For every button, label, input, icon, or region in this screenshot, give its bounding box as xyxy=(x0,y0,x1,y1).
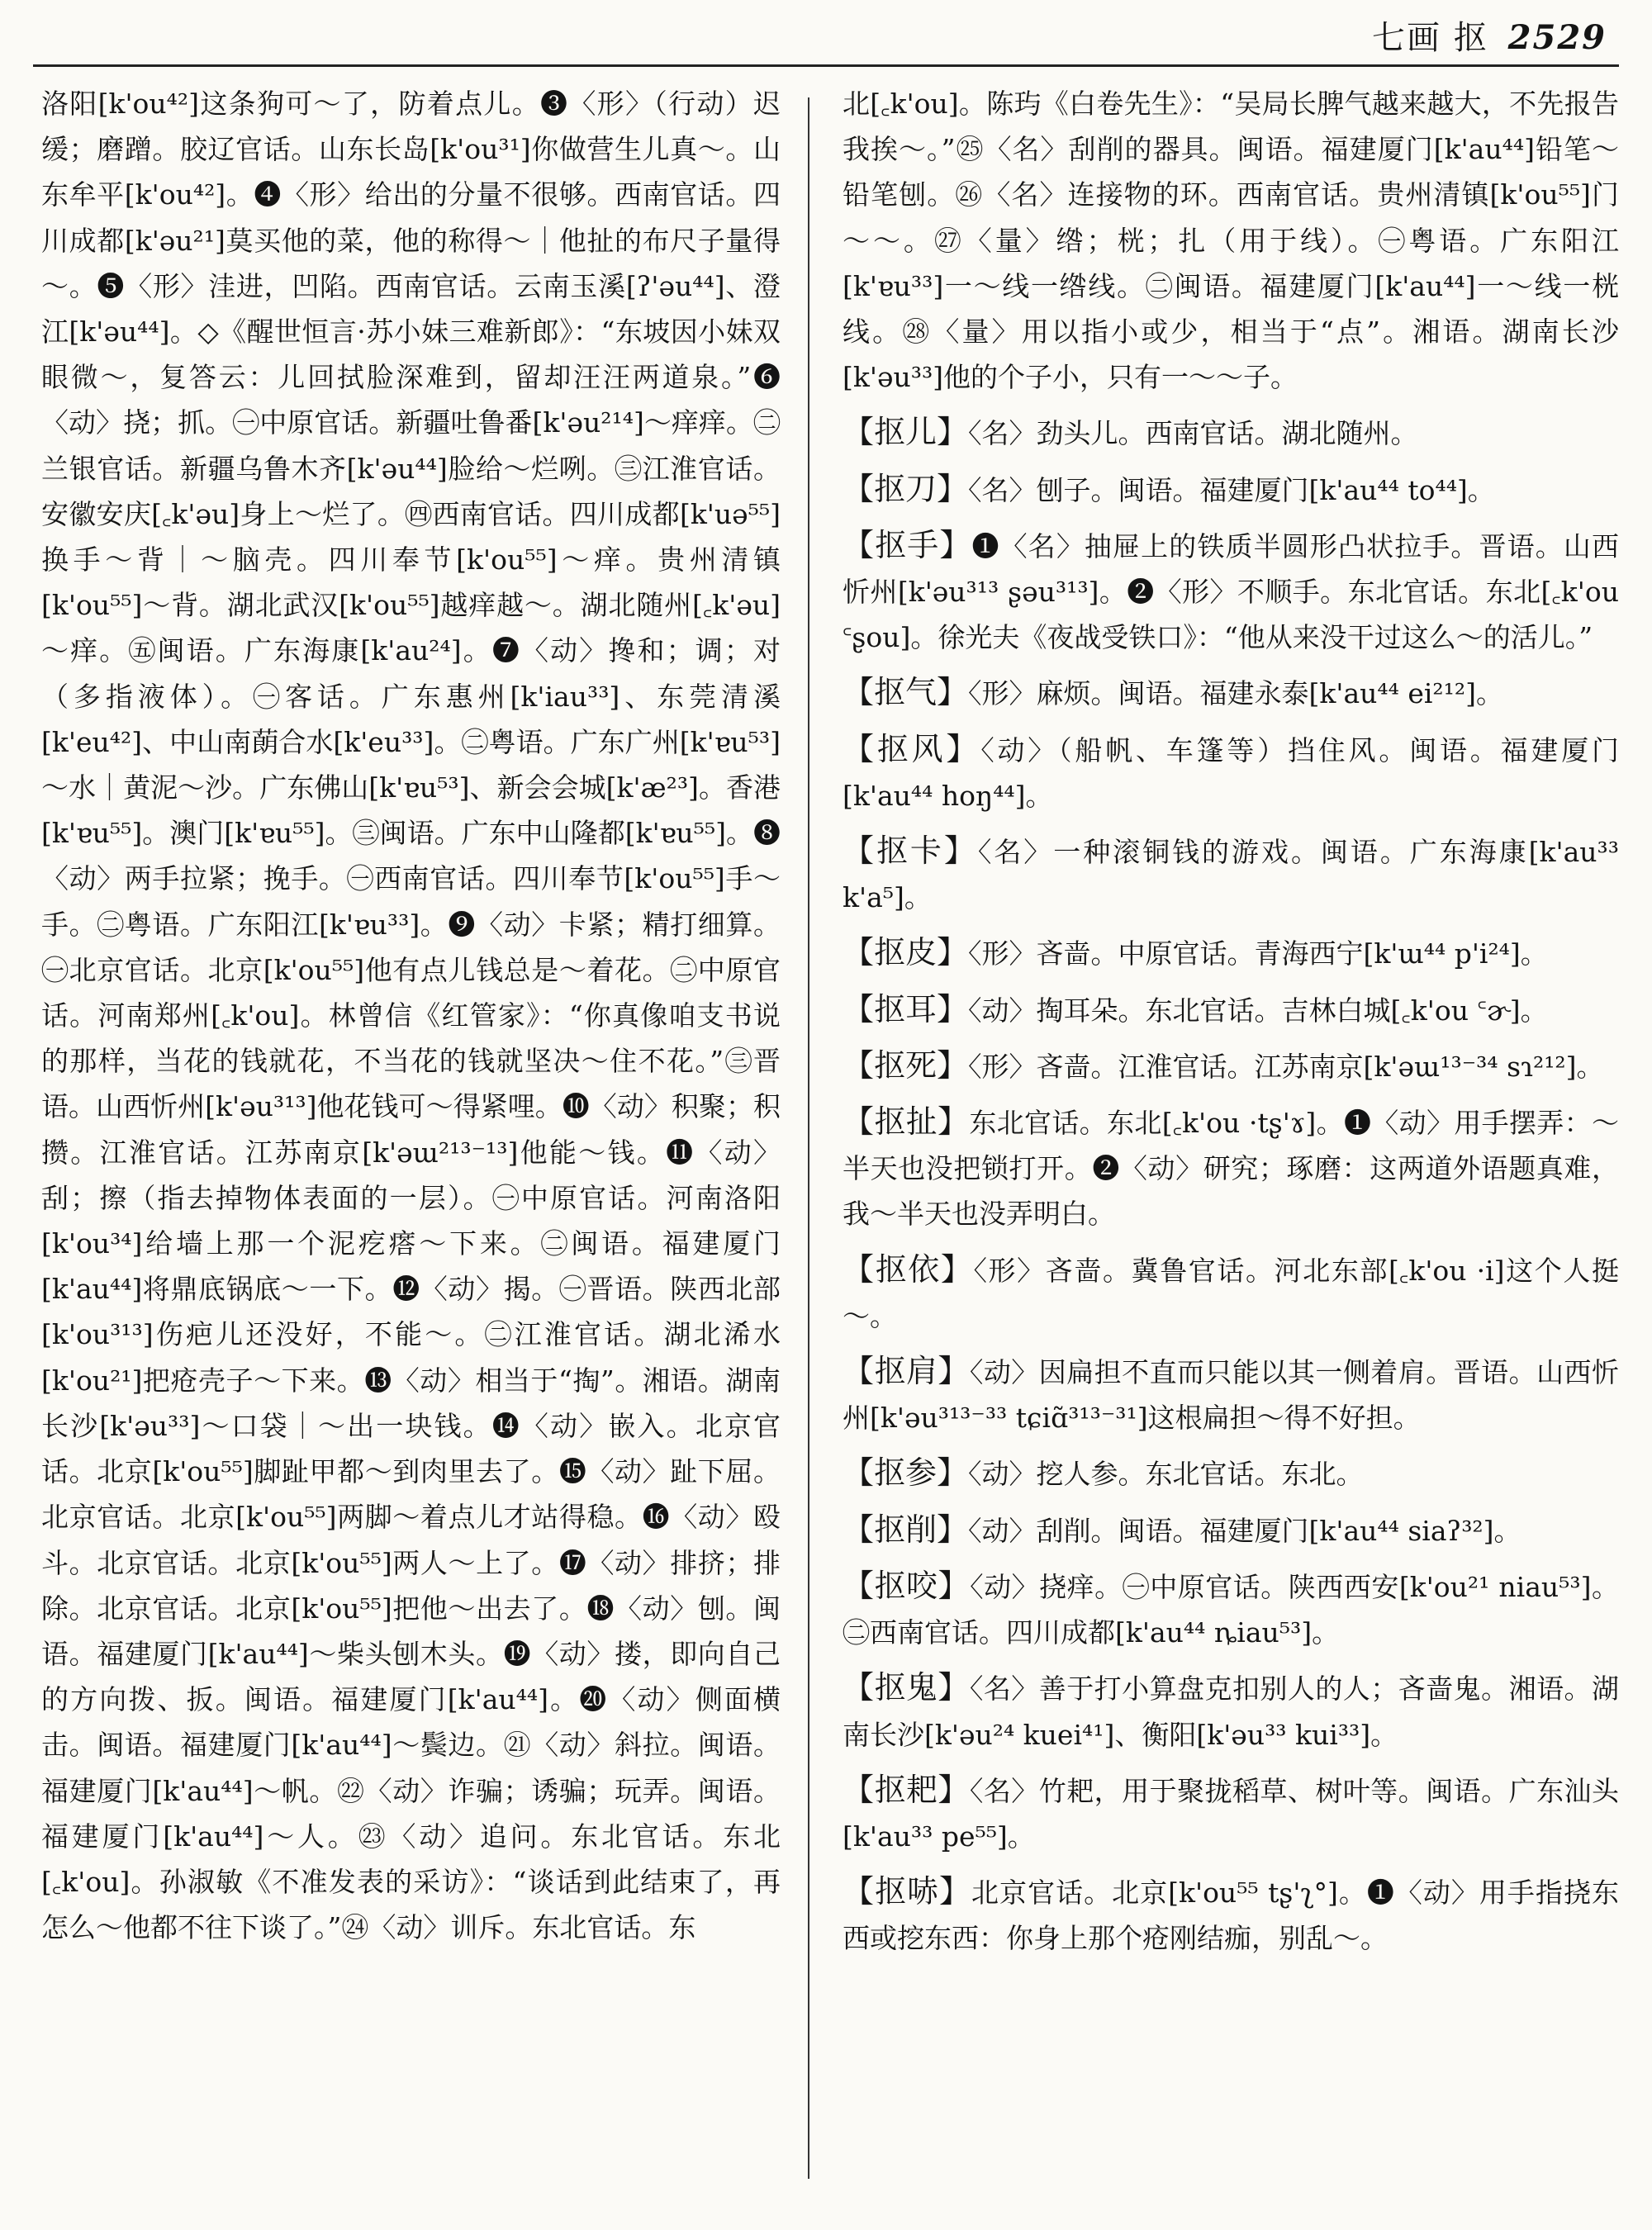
entry-headword: 【抠皮】 xyxy=(843,934,969,971)
entry-headword: 【抠参】 xyxy=(843,1454,969,1492)
dictionary-entry xyxy=(843,1869,1619,1961)
entry-body: 北京官话。北京[k'ou⁵⁵ tʂ'ʅ°]。❶〈动〉用手指挠东西或挖东西：你身上那个疮刚结痂，别乱～。 xyxy=(843,1877,1619,1955)
entry-headword: 【抠鬼】 xyxy=(843,1669,970,1706)
dictionary-entry xyxy=(843,670,1619,716)
section-title: 七画 抠 xyxy=(1371,19,1488,57)
entry-body: 〈形〉吝啬。中原官话。青海西宁[k'ɯ⁴⁴ p'i²⁴]。 xyxy=(968,937,1548,970)
dictionary-entry xyxy=(843,1767,1619,1859)
entry-headword: 【抠手】 xyxy=(843,526,972,563)
entry-headword: 【抠扯】 xyxy=(843,1103,970,1141)
entry-headword: 【抠死】 xyxy=(843,1046,969,1084)
right-column xyxy=(843,81,1619,1971)
running-head xyxy=(1372,12,1607,59)
page-number: 2529 xyxy=(1507,18,1607,57)
page-header xyxy=(0,0,1652,66)
entry-body: ❶〈名〉抽屉上的铁质半圆形凸状拉手。晋语。山西忻州[k'əu³¹³ ʂəu³¹³]。❷〈形〉不顺手。东北官话。东北[꜀k'ou ꜂ʂou]。徐光夫《夜战受铁口》：“他从来没干过这么～的活儿。” xyxy=(843,529,1619,654)
dictionary-entry xyxy=(843,1099,1619,1237)
entry-body: 〈名〉一种滚铜钱的游戏。闽语。广东海康[k'au³³ k'a⁵]。 xyxy=(843,836,1619,914)
header-rule xyxy=(33,64,1619,67)
dictionary-entry xyxy=(843,1665,1619,1757)
entry-body: 〈动〉（船帆、车篷等）挡住风。闽语。福建厦门[k'au⁴⁴ hoŋ⁴⁴]。 xyxy=(843,733,1619,812)
entry-body: 东北官话。东北[꜀k'ou ·tʂ'ɤ]。❶〈动〉用手摆弄：～半天也没把锁打开。❷〈动〉研究；琢磨：这两道外语题真难，我～半天也没弄明白。 xyxy=(843,1107,1619,1231)
dictionary-entry xyxy=(843,828,1619,920)
entry-headword: 【抠风】 xyxy=(843,730,981,767)
entry-body: 〈动〉挖人参。东北官话。东北。 xyxy=(968,1458,1364,1491)
entry-body: 〈形〉吝啬。冀鲁官话。河北东部[꜀k'ou ·i]这个人挺～。 xyxy=(843,1254,1619,1332)
entry-headword: 【抠刀】 xyxy=(843,470,969,507)
entry-headword: 【抠哧】 xyxy=(843,1873,972,1910)
dictionary-entry xyxy=(843,1450,1619,1497)
entry-headword: 【抠气】 xyxy=(843,674,969,711)
dictionary-entry xyxy=(843,727,1619,818)
left-column xyxy=(41,81,781,1950)
entry-headword: 【抠卡】 xyxy=(843,833,978,870)
dictionary-entry xyxy=(843,1563,1619,1655)
dictionary-entry xyxy=(843,930,1619,976)
entry-body: 〈动〉掏耳朵。东北官话。吉林白城[꜀k'ou ꜂ɚ]。 xyxy=(968,994,1548,1027)
entry-body: 〈名〉善于打小算盘克扣别人的人；吝啬鬼。湘语。湖南长沙[k'əu²⁴ kuei⁴¹]、衡阳[k'əu³³ kui³³]。 xyxy=(843,1672,1619,1751)
entry-headword: 【抠肩】 xyxy=(843,1353,970,1390)
entry-body: 〈动〉因扁担不直而只能以其一侧着肩。晋语。山西忻州[k'əu³¹³⁻³³ tɕiɑ̃³¹³⁻³¹]这根扁担～得不好担。 xyxy=(843,1356,1619,1435)
left-column-text: 洛阳[k'ou⁴²]这条狗可～了，防着点儿。❸〈形〉（行动）迟缓；磨蹭。胶辽官话。山东长岛[k'ou³¹]你做营生儿真～。山东牟平[k'ou⁴²]。❹〈形〉给出的分量不很够。西南官话。四川成都[k'əu²¹]莫买他的菜，他的称得～｜他扯的布尺子量得～。❺〈形〉洼进，凹陷。西南官话。云南玉溪[ʔ'əu⁴⁴]、澄江[k'əu⁴⁴]。◇《醒世恒言·苏小妹三难新郎》：“东坡因小妹双眼微～，复答云：儿回拭脸深难到，留却汪汪两道泉。”❻〈动〉挠；抓。㊀中原官话。新疆吐鲁番[k'əu²¹⁴]～痒痒。㊁兰银官话。新疆乌鲁木齐[k'əu⁴⁴]脸给～烂咧。㊂江淮官话。安徽安庆[꜀k'əu]身上～烂了。㊃西南官话。四川成都[k'uə⁵⁵]换手～背｜～脑壳。四川奉节[k'ou⁵⁵]～痒。贵州清镇[k'ou⁵⁵]～背。湖北武汉[k'ou⁵⁵]越痒越～。湖北随州[꜀k'əu]～痒。㊄闽语。广东海康[k'au²⁴]。❼〈动〉搀和；调；对（多指液体）。㊀客话。广东惠州[k'iau³³]、东莞清溪[k'eu⁴²]、中山南蓢合水[k'eu³³]。㊁粤语。广东广州[k'ɐu⁵³]～水｜黄泥～沙。广东佛山[k'ɐu⁵³]、新会会城[k'æ²³]。香港[k'ɐu⁵⁵]。澳门[k'ɐu⁵⁵]。㊂闽语。广东中山隆都[k'ɐu⁵⁵]。❽〈动〉两手拉紧；挽手。㊀西南官话。四川奉节[k'ou⁵⁵]手～手。㊁粤语。广东阳江[k'ɐu³³]。❾〈动〉卡紧；精打细算。㊀北京官话。北京[k'ou⁵⁵]他有点儿钱总是～着花。㊁中原官话。河南郑州[꜀k'ou]。林曾信《红管家》：“你真像咱支书说的那样，当花的钱就花，不当花的钱就坚决～住不花。”㊂晋语。山西忻州[k'əu³¹³]他花钱可～得紧哩。❿〈动〉积聚；积攒。江淮官话。江苏南京[k'əɯ²¹³⁻¹³]他能～钱。⓫〈动〉刮；擦（指去掉物体表面的一层）。㊀中原官话。河南洛阳[k'ou³⁴]给墙上那一个泥疙瘩～下来。㊁闽语。福建厦门[k'au⁴⁴]将鼎底锅底～一下。⓬〈动〉揭。㊀晋语。陕西北部[k'ou³¹³]伤疤儿还没好，不能～。㊁江淮官话。湖北浠水[k'ou²¹]把疮壳子～下来。⓭〈动〉相当于“掏”。湘语。湖南长沙[k'əu³³]～口袋｜～出一块钱。⓮〈动〉嵌入。北京官话。北京[k'ou⁵⁵]脚趾甲都～到肉里去了。⓯〈动〉趾下屈。北京官话。北京[k'ou⁵⁵]两脚～着点儿才站得稳。⓰〈动〉殴斗。北京官话。北京[k'ou⁵⁵]两人～上了。⓱〈动〉排挤；排除。北京官话。北京[k'ou⁵⁵]把他～出去了。⓲〈动〉刨。闽语。福建厦门[k'au⁴⁴]～柴头刨木头。⓳〈动〉搂，即向自己的方向拨、扳。闽语。福建厦门[k'au⁴⁴]。⓴〈动〉侧面横击。闽语。福建厦门[k'au⁴⁴]～鬓边。㉑〈动〉斜拉。闽语。福建厦门[k'au⁴⁴]～帆。㉒〈动〉诈骗；诱骗；玩弄。闽语。福建厦门[k'au⁴⁴]～人。㉓〈动〉追问。东北官话。东北[꜀k'ou]。孙淑敏《不准发表的采访》：“谈话到此结束了，再怎么～他都不往下谈了。”㉔〈动〉训斥。东北官话。东 xyxy=(41,88,781,1944)
entry-body: 〈形〉麻烦。闽语。福建永泰[k'au⁴⁴ ei²¹²]。 xyxy=(968,677,1503,710)
entry-body: 〈动〉挠痒。㊀中原官话。陕西西安[k'ou²¹ niau⁵³]。㊁西南官话。四川成都[k'au⁴⁴ ȵiau⁵³]。 xyxy=(843,1570,1619,1649)
entry-body: 〈形〉吝啬。江淮官话。江苏南京[k'əɯ¹³⁻³⁴ sɿ²¹²]。 xyxy=(968,1050,1604,1083)
dictionary-entry xyxy=(843,987,1619,1033)
entry-body: 〈名〉刨子。闽语。福建厦门[k'au⁴⁴ to⁴⁴]。 xyxy=(968,473,1495,506)
entry-headword: 【抠削】 xyxy=(843,1511,969,1548)
entry-headword: 【抠咬】 xyxy=(843,1567,971,1604)
entry-body: 〈动〉刮削。闽语。福建厦门[k'au⁴⁴ siaʔ³²]。 xyxy=(968,1514,1521,1547)
dictionary-entry xyxy=(843,523,1619,661)
column-divider xyxy=(808,97,809,2179)
dictionary-entry xyxy=(843,1507,1619,1554)
dictionary-entry xyxy=(843,1247,1619,1339)
dictionary-entry xyxy=(843,1349,1619,1440)
right-column-continuation: 北[꜀k'ou]。陈玙《白卷先生》：“吴局长脾气越来越大，不先报告我挨～。”㉕〈名〉刮削的器具。闽语。福建厦门[k'au⁴⁴]铅笔～铅笔刨。㉖〈名〉连接物的环。西南官话。贵州清镇[k'ou⁵⁵]门～～。㉗〈量〉绺；桄；扎（用于线）。㊀粤语。广东阳江[k'ɐu³³]一～线一绺线。㊁闽语。福建厦门[k'au⁴⁴]一～线一桄线。㉘〈量〉用以指小或少，相当于“点”。湘语。湖南长沙[k'əu³³]他的个子小，只有一～～子。 xyxy=(843,88,1619,394)
entry-headword: 【抠耳】 xyxy=(843,990,969,1027)
dictionary-entry xyxy=(843,410,1619,456)
entry-body: 〈名〉竹耙，用于聚拢稻草、树叶等。闽语。广东汕头[k'au³³ pe⁵⁵]。 xyxy=(843,1774,1619,1853)
dictionary-entry xyxy=(843,1043,1619,1089)
dictionary-entry xyxy=(843,467,1619,513)
entry-headword: 【抠依】 xyxy=(843,1250,974,1288)
entry-body: 〈名〉劲头儿。西南官话。湖北随州。 xyxy=(968,417,1418,450)
entry-headword: 【抠儿】 xyxy=(843,414,969,451)
entry-headword: 【抠耙】 xyxy=(843,1771,970,1808)
